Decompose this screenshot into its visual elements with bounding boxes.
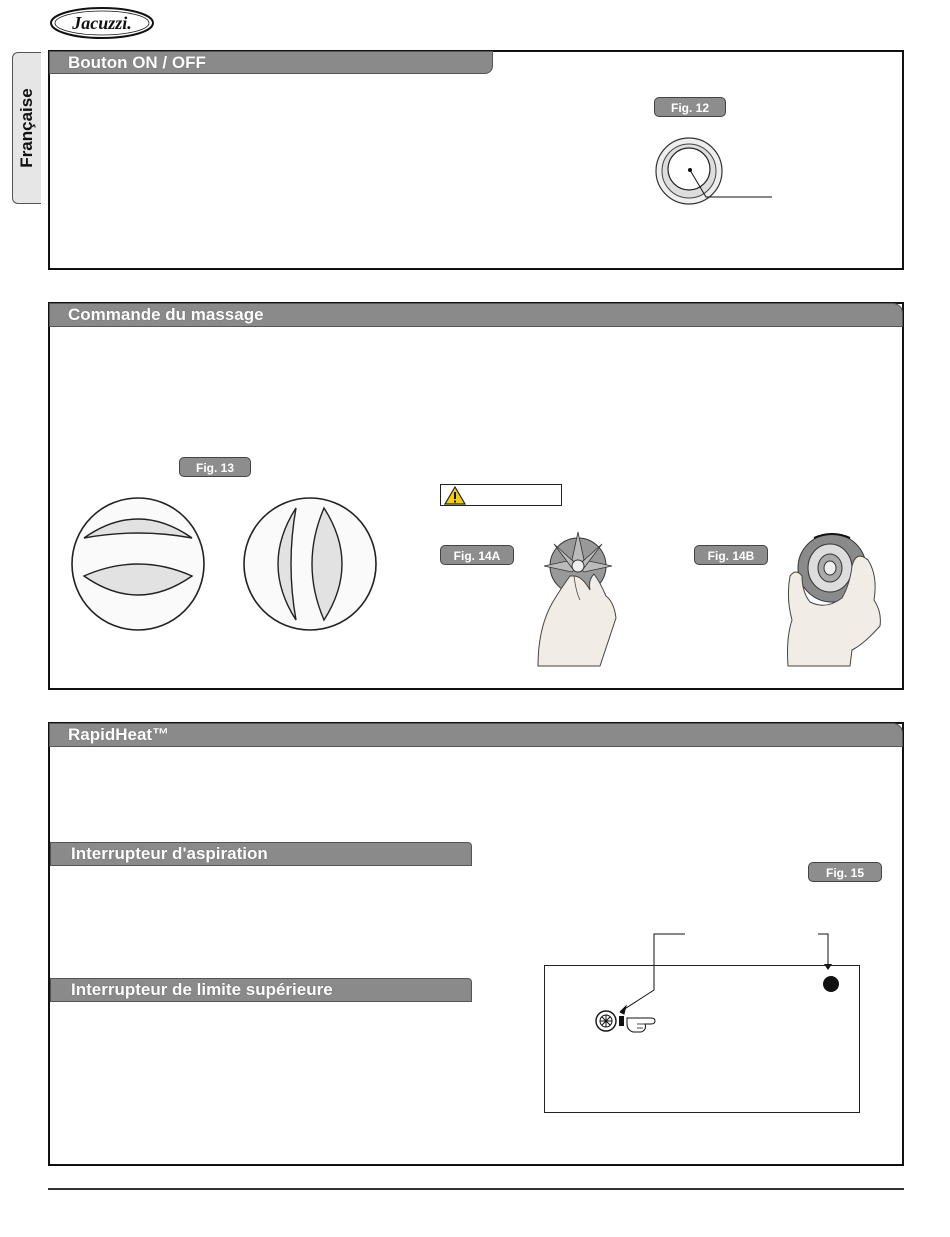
fig-14a-label: Fig. 14A [440,545,514,565]
massage-knob-icon [68,494,208,634]
jet-symbol-icon [593,1006,673,1036]
jacuzzi-logo [50,6,156,40]
warning-box [440,484,562,506]
section-rapidheat-title: RapidHeat™ [49,723,903,747]
subsection-limit-title: Interrupteur de limite supérieure [50,978,472,1002]
language-tab [12,52,41,204]
hand-icon [780,526,890,672]
indicator-dot-icon [821,974,841,994]
section-massage-title: Commande du massage [49,303,903,327]
fig-13-label: Fig. 13 [179,457,251,477]
section-on-off-title: Bouton ON / OFF [49,51,493,74]
footer-divider [48,1188,904,1190]
jacuzzi-logo-icon [50,6,156,40]
warning-triangle-icon [444,485,466,505]
pointing-hand-icon [627,1018,655,1032]
fig-15-label: Fig. 15 [808,862,882,882]
fig-12-label: Fig. 12 [654,97,726,117]
language-tab-label: Française [17,88,36,168]
on-off-button-icon [650,134,780,214]
hand-icon [530,530,630,670]
control-panel [544,965,860,1113]
massage-knob-icon [240,494,380,634]
fig-14b-label: Fig. 14B [694,545,768,565]
subsection-aspiration-title: Interrupteur d'aspiration [50,842,472,866]
logo-text: Jacuzzi. [72,13,132,33]
